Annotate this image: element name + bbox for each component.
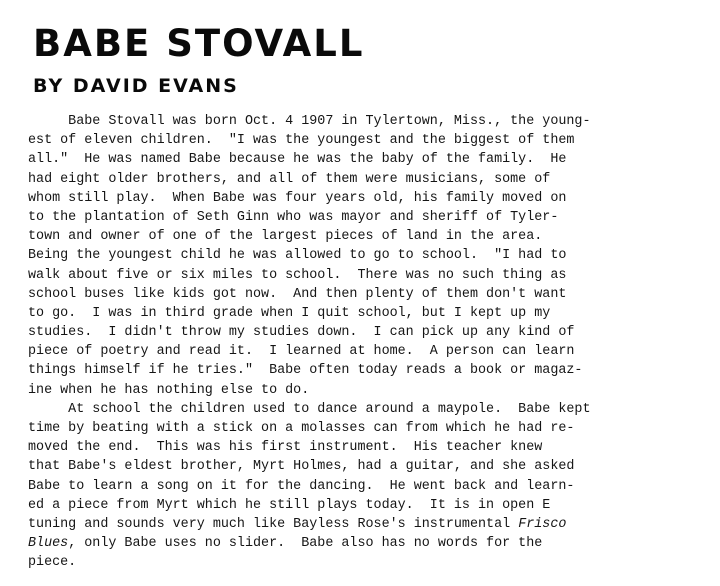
body-line: had eight older brothers, and all of them were musicians, some of	[28, 171, 551, 187]
body-line: all." He was named Babe because he was the baby of the family. He	[28, 152, 567, 168]
body-line: ed a piece from Myrt which he still plays today. It is in open E	[28, 497, 551, 513]
body-line: moved the end. This was his first instrument. His teacher knew	[28, 440, 543, 456]
article-title: BABE STOVALL	[33, 22, 365, 65]
body-line: est of eleven children. "I was the youngest and the biggest of them	[28, 133, 575, 149]
body-line: to go. I was in third grade when I quit school, but I kept up my	[28, 305, 551, 321]
body-line: to the plantation of Seth Ginn who was mayor and sheriff of Tyler-	[28, 209, 559, 225]
body-line: piece.	[28, 555, 77, 571]
body-line: things himself if he tries." Babe often today reads a book or magaz-	[28, 363, 583, 379]
body-line: town and owner of one of the largest pieces of land in the area.	[28, 229, 543, 245]
body-line: Babe Stovall was born Oct. 4 1907 in Tylertown, Miss., the young-	[28, 114, 591, 129]
body-line: At school the children used to dance around a maypole. Babe kept	[28, 401, 591, 417]
body-line: ine when he has nothing else to do.	[28, 382, 310, 398]
body-line: walk about five or six miles to school. There was no such thing as	[28, 267, 567, 283]
body-line: whom still play. When Babe was four years old, his family moved on	[28, 190, 567, 206]
body-line: Being the youngest child he was allowed to go to school. "I had to	[28, 248, 567, 264]
body-line: time by beating with a stick on a molasses can from which he had re-	[28, 421, 575, 436]
body-line: school buses like kids got now. And then plenty of them don't want	[28, 286, 567, 302]
body-line: Blues, only Babe uses no slider. Babe also has no words for the	[28, 536, 543, 552]
article-byline: BY DAVID EVANS	[33, 75, 239, 97]
body-line: piece of poetry and read it. I learned at home. A person can learn	[28, 344, 575, 360]
body-line: studies. I didn't throw my studies down. I can pick up any kind of	[28, 325, 575, 341]
body-line: that Babe's eldest brother, Myrt Holmes, had a guitar, and she asked	[28, 459, 575, 475]
body-line: Babe to learn a song on it for the dancing. He went back and learn-	[28, 478, 575, 494]
article-body	[28, 112, 708, 573]
body-line: tuning and sounds very much like Bayless Rose's instrumental Frisco	[28, 516, 567, 532]
